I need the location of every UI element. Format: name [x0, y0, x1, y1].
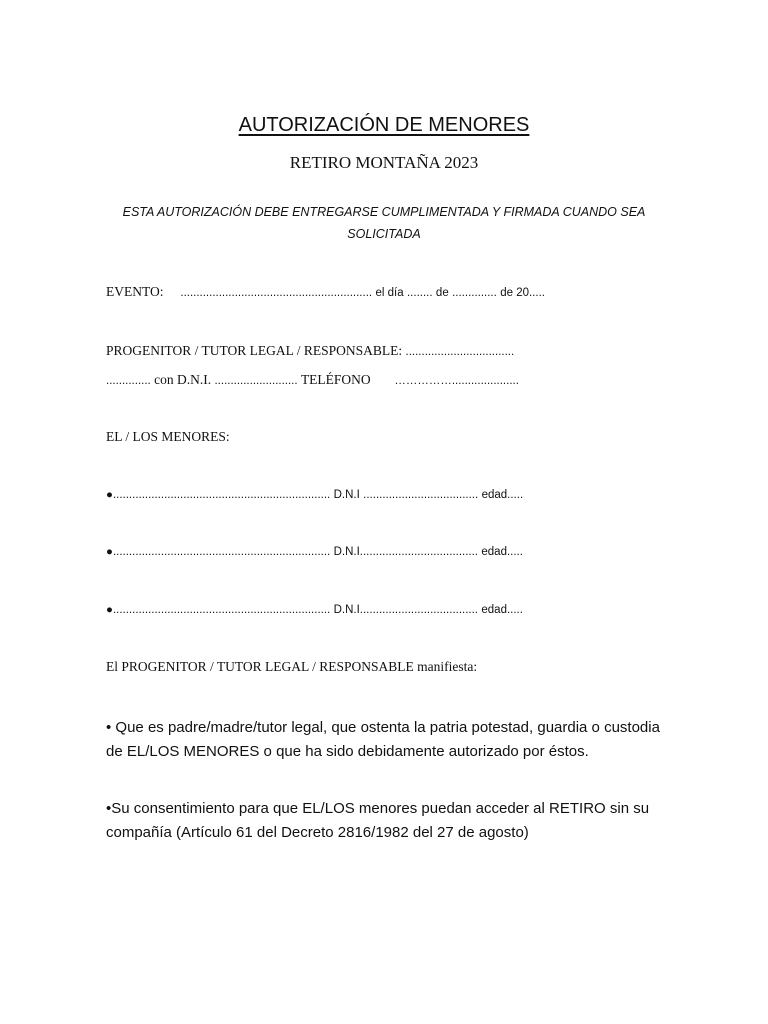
telefono-field[interactable]: …………….....................: [394, 375, 519, 387]
menor-row: [106, 486, 523, 502]
declaration-paragraph-1: • Que es padre/madre/tutor legal, que ostenta la patria potestad, guardia o custodia de EL/LOS MENORES o que ha sido debidamente autorizado por éstos.: [106, 719, 660, 760]
document-title: AUTORIZACIÓN DE MENORES: [238, 114, 530, 136]
declaration-paragraph-2: •Su consentimiento para que EL/LOS menores puedan acceder al RETIRO sin su compañía (Artículo 61 del Decreto 2816/1982 del 27 de agosto): [106, 800, 650, 841]
notice-line-2: SOLICITADA: [347, 227, 421, 241]
progenitor-line: [106, 343, 514, 359]
menor-edad-field[interactable]: edad.....: [481, 489, 524, 501]
menor-dni-field[interactable]: ....................................: [363, 489, 479, 501]
menor-row: [106, 543, 523, 559]
progenitor-field[interactable]: ..................................: [405, 346, 515, 358]
dni-field[interactable]: ..........................: [214, 375, 298, 387]
document-subtitle: RETIRO MONTAÑA 2023: [289, 153, 479, 172]
telefono-label: TELÉFONO: [300, 372, 371, 387]
dni-telefono-line: [106, 372, 519, 388]
menor-dni-label: D.N.I: [333, 489, 360, 501]
manifiesta-line: [106, 659, 477, 675]
de-label: de: [435, 287, 449, 299]
notice-line-1: ESTA AUTORIZACIÓN DEBE ENTREGARSE CUMPLIMENTADA Y FIRMADA CUANDO SEA: [122, 205, 646, 219]
menor-name-field[interactable]: ....................................................................: [112, 546, 331, 558]
manifiesta-text: El PROGENITOR / TUTOR LEGAL / RESPONSABLE manifiesta:: [106, 659, 478, 674]
menor-dni-label: D.N.I.: [333, 604, 363, 616]
progenitor-field-continued[interactable]: ..............: [106, 375, 151, 387]
menores-label-text: EL / LOS MENORES:: [106, 429, 230, 444]
evento-field[interactable]: ............................................................: [180, 287, 373, 299]
menores-label: [106, 429, 230, 445]
bullet-icon: ●: [106, 604, 113, 616]
bullet-icon: ●: [106, 546, 113, 558]
menor-name-field[interactable]: ....................................................................: [112, 489, 331, 501]
anio-field[interactable]: de 20.....: [500, 287, 545, 299]
dia-field[interactable]: ........: [406, 287, 433, 299]
con-dni-label: con D.N.I.: [154, 372, 212, 387]
menor-row: [106, 601, 523, 617]
menor-dni-field[interactable]: ....................................: [362, 546, 479, 558]
mes-field[interactable]: ..............: [452, 287, 497, 299]
evento-label: EVENTO:: [106, 284, 164, 299]
menor-dni-label: D.N.I.: [333, 546, 363, 558]
progenitor-label: PROGENITOR / TUTOR LEGAL / RESPONSABLE:: [106, 343, 403, 358]
menor-edad-field[interactable]: edad.....: [481, 604, 523, 616]
menor-name-field[interactable]: ....................................................................: [112, 604, 331, 616]
menor-dni-field[interactable]: ....................................: [362, 604, 479, 616]
evento-line: [106, 284, 545, 300]
bullet-icon: ●: [106, 489, 113, 501]
el-dia-label: el día: [375, 287, 404, 299]
menor-edad-field[interactable]: edad.....: [481, 546, 523, 558]
